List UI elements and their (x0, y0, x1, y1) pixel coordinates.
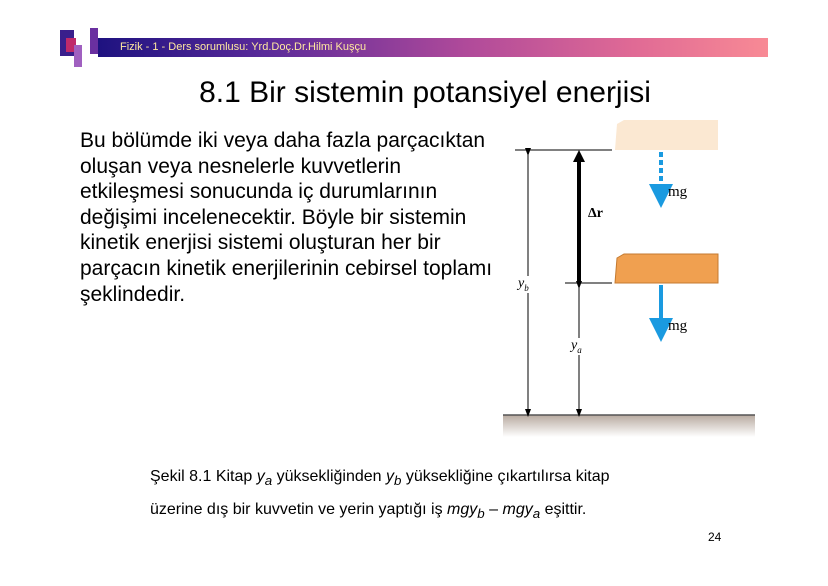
book-top (615, 120, 718, 150)
yb-label: $y_b$ (518, 276, 529, 293)
delta-r-label: Δr (588, 206, 603, 221)
body-text: Bu bölümde iki veya daha fazla parçacıktan oluşan veya nesnelerle kuvvetlerin etkileşmesi sonucunda iç durumlarının değişimi incelenecektir. Böyle bir sistemin kinetik enerjisi sistemi oluşturan her bir parçacın kinetik enerjilerinin cebirsel toplamı şeklindedir. (80, 129, 493, 306)
header-text: Fizik - 1 - Ders sorumlusu: Yrd.Doç.Dr.Hilmi Kuşçu (120, 41, 367, 53)
book-bottom (615, 254, 718, 283)
mg-label-top: mg (668, 184, 688, 200)
ya-label: $y_a$ (571, 338, 582, 355)
mg-label-bottom: mg (668, 318, 688, 334)
page-number: 24 (708, 530, 722, 544)
figure-caption: Şekil 8.1 Kitap $y_a$ yüksekliğinden $y_b$ yüksekliğine çıkartılırsa kitap üzerine dış bir kuvvetin ve yerin yaptığı iş mgy$_b$ – mgy$_a$ eşittir. (150, 468, 610, 522)
slide-title: 8.1 Bir sistemin potansiyel enerjisi (199, 76, 651, 109)
ground (503, 415, 755, 437)
